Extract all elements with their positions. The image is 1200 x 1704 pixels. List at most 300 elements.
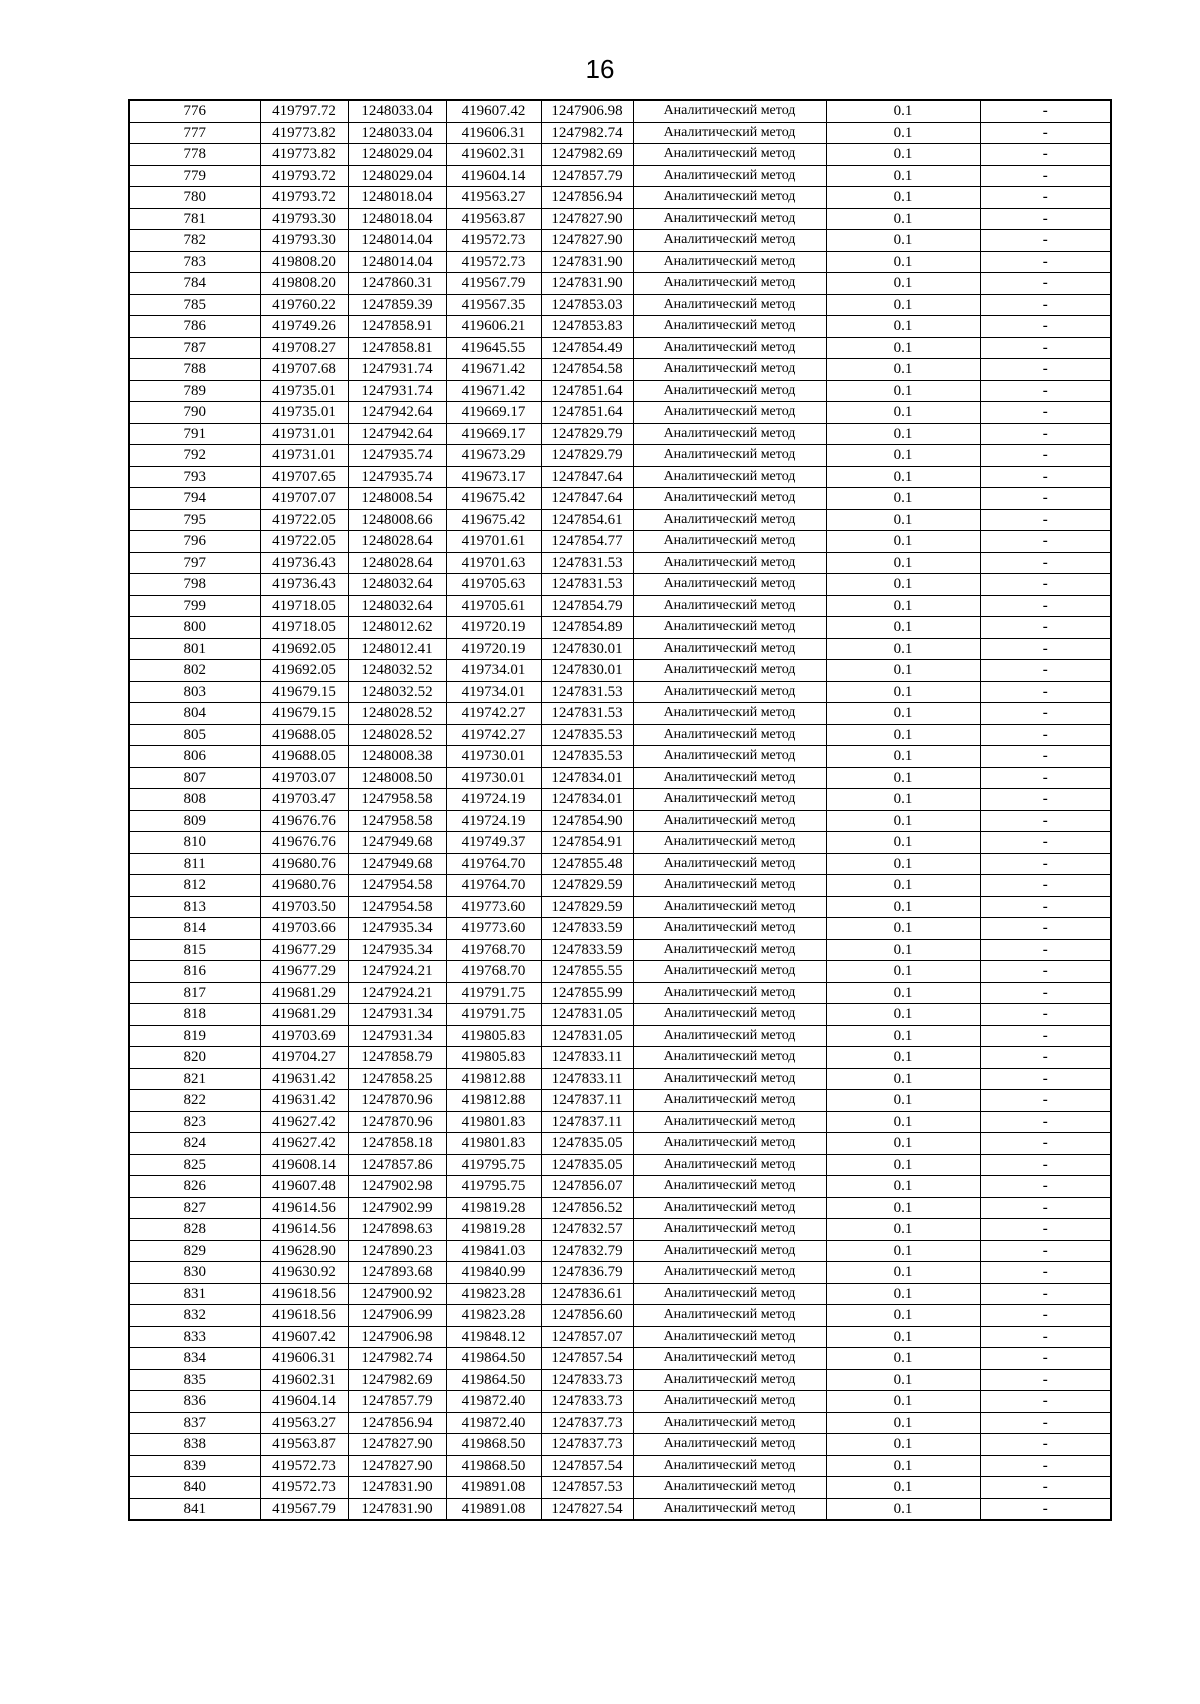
y2-coordinate-cell: 1247831.05 xyxy=(541,1025,633,1047)
y1-coordinate-cell: 1247858.25 xyxy=(348,1068,446,1090)
method-cell: Аналитический метод xyxy=(633,703,826,725)
note-cell: - xyxy=(980,466,1111,488)
x2-coordinate-cell: 419675.42 xyxy=(446,488,541,510)
x2-coordinate-cell: 419673.17 xyxy=(446,466,541,488)
x2-coordinate-cell: 419812.88 xyxy=(446,1090,541,1112)
y2-coordinate-cell: 1247833.11 xyxy=(541,1047,633,1069)
y1-coordinate-cell: 1247954.58 xyxy=(348,896,446,918)
accuracy-cell: 0.1 xyxy=(826,961,980,983)
table-row xyxy=(129,488,1111,510)
x2-coordinate-cell: 419567.79 xyxy=(446,273,541,295)
table-row xyxy=(129,144,1111,166)
point-number-cell: 797 xyxy=(129,552,260,574)
note-cell: - xyxy=(980,509,1111,531)
point-number-cell: 805 xyxy=(129,724,260,746)
y1-coordinate-cell: 1247858.79 xyxy=(348,1047,446,1069)
y2-coordinate-cell: 1247851.64 xyxy=(541,380,633,402)
table-row xyxy=(129,1090,1111,1112)
y1-coordinate-cell: 1247906.98 xyxy=(348,1326,446,1348)
accuracy-cell: 0.1 xyxy=(826,574,980,596)
y1-coordinate-cell: 1248028.64 xyxy=(348,531,446,553)
method-cell: Аналитический метод xyxy=(633,1111,826,1133)
table-row xyxy=(129,1133,1111,1155)
y1-coordinate-cell: 1247942.64 xyxy=(348,423,446,445)
note-cell: - xyxy=(980,1133,1111,1155)
method-cell: Аналитический метод xyxy=(633,1025,826,1047)
x2-coordinate-cell: 419701.63 xyxy=(446,552,541,574)
y2-coordinate-cell: 1247829.79 xyxy=(541,445,633,467)
note-cell: - xyxy=(980,660,1111,682)
note-cell: - xyxy=(980,445,1111,467)
table-row xyxy=(129,1025,1111,1047)
accuracy-cell: 0.1 xyxy=(826,144,980,166)
y2-coordinate-cell: 1247854.61 xyxy=(541,509,633,531)
accuracy-cell: 0.1 xyxy=(826,1154,980,1176)
y2-coordinate-cell: 1247851.64 xyxy=(541,402,633,424)
y1-coordinate-cell: 1248012.62 xyxy=(348,617,446,639)
x1-coordinate-cell: 419628.90 xyxy=(260,1240,348,1262)
accuracy-cell: 0.1 xyxy=(826,681,980,703)
x2-coordinate-cell: 419607.42 xyxy=(446,100,541,122)
note-cell: - xyxy=(980,230,1111,252)
method-cell: Аналитический метод xyxy=(633,1348,826,1370)
point-number-cell: 835 xyxy=(129,1369,260,1391)
method-cell: Аналитический метод xyxy=(633,1090,826,1112)
y1-coordinate-cell: 1247900.92 xyxy=(348,1283,446,1305)
accuracy-cell: 0.1 xyxy=(826,100,980,122)
y2-coordinate-cell: 1247833.59 xyxy=(541,918,633,940)
table-row xyxy=(129,638,1111,660)
accuracy-cell: 0.1 xyxy=(826,1004,980,1026)
x1-coordinate-cell: 419563.87 xyxy=(260,1434,348,1456)
table-row xyxy=(129,810,1111,832)
y2-coordinate-cell: 1247833.11 xyxy=(541,1068,633,1090)
method-cell: Аналитический метод xyxy=(633,918,826,940)
x2-coordinate-cell: 419734.01 xyxy=(446,660,541,682)
point-number-cell: 827 xyxy=(129,1197,260,1219)
method-cell: Аналитический метод xyxy=(633,466,826,488)
note-cell: - xyxy=(980,144,1111,166)
accuracy-cell: 0.1 xyxy=(826,165,980,187)
x1-coordinate-cell: 419736.43 xyxy=(260,552,348,574)
method-cell: Аналитический метод xyxy=(633,1262,826,1284)
x2-coordinate-cell: 419720.19 xyxy=(446,638,541,660)
table-row xyxy=(129,509,1111,531)
table-row xyxy=(129,1434,1111,1456)
point-number-cell: 801 xyxy=(129,638,260,660)
x1-coordinate-cell: 419607.48 xyxy=(260,1176,348,1198)
point-number-cell: 790 xyxy=(129,402,260,424)
x1-coordinate-cell: 419630.92 xyxy=(260,1262,348,1284)
table-row xyxy=(129,1498,1111,1520)
point-number-cell: 798 xyxy=(129,574,260,596)
x1-coordinate-cell: 419631.42 xyxy=(260,1090,348,1112)
accuracy-cell: 0.1 xyxy=(826,445,980,467)
y2-coordinate-cell: 1247857.54 xyxy=(541,1348,633,1370)
point-number-cell: 782 xyxy=(129,230,260,252)
accuracy-cell: 0.1 xyxy=(826,939,980,961)
x1-coordinate-cell: 419793.72 xyxy=(260,187,348,209)
note-cell: - xyxy=(980,703,1111,725)
x1-coordinate-cell: 419736.43 xyxy=(260,574,348,596)
y1-coordinate-cell: 1248014.04 xyxy=(348,230,446,252)
y1-coordinate-cell: 1247924.21 xyxy=(348,961,446,983)
x1-coordinate-cell: 419704.27 xyxy=(260,1047,348,1069)
note-cell: - xyxy=(980,1455,1111,1477)
x2-coordinate-cell: 419805.83 xyxy=(446,1047,541,1069)
x1-coordinate-cell: 419681.29 xyxy=(260,1004,348,1026)
x1-coordinate-cell: 419608.14 xyxy=(260,1154,348,1176)
table-row xyxy=(129,961,1111,983)
x1-coordinate-cell: 419681.29 xyxy=(260,982,348,1004)
accuracy-cell: 0.1 xyxy=(826,767,980,789)
method-cell: Аналитический метод xyxy=(633,1477,826,1499)
y1-coordinate-cell: 1248014.04 xyxy=(348,251,446,273)
x1-coordinate-cell: 419703.69 xyxy=(260,1025,348,1047)
accuracy-cell: 0.1 xyxy=(826,423,980,445)
table-row xyxy=(129,595,1111,617)
x1-coordinate-cell: 419707.65 xyxy=(260,466,348,488)
point-number-cell: 819 xyxy=(129,1025,260,1047)
table-row xyxy=(129,251,1111,273)
x1-coordinate-cell: 419627.42 xyxy=(260,1133,348,1155)
y1-coordinate-cell: 1247831.90 xyxy=(348,1477,446,1499)
point-number-cell: 786 xyxy=(129,316,260,338)
point-number-cell: 812 xyxy=(129,875,260,897)
accuracy-cell: 0.1 xyxy=(826,273,980,295)
note-cell: - xyxy=(980,617,1111,639)
point-number-cell: 779 xyxy=(129,165,260,187)
note-cell: - xyxy=(980,789,1111,811)
y2-coordinate-cell: 1247832.57 xyxy=(541,1219,633,1241)
table-row xyxy=(129,380,1111,402)
x2-coordinate-cell: 419669.17 xyxy=(446,402,541,424)
y2-coordinate-cell: 1247830.01 xyxy=(541,638,633,660)
x2-coordinate-cell: 419673.29 xyxy=(446,445,541,467)
y2-coordinate-cell: 1247836.79 xyxy=(541,1262,633,1284)
x2-coordinate-cell: 419730.01 xyxy=(446,767,541,789)
y2-coordinate-cell: 1247835.53 xyxy=(541,746,633,768)
accuracy-cell: 0.1 xyxy=(826,1090,980,1112)
y1-coordinate-cell: 1247935.34 xyxy=(348,939,446,961)
note-cell: - xyxy=(980,939,1111,961)
note-cell: - xyxy=(980,208,1111,230)
x2-coordinate-cell: 419891.08 xyxy=(446,1477,541,1499)
x1-coordinate-cell: 419680.76 xyxy=(260,853,348,875)
y1-coordinate-cell: 1247924.21 xyxy=(348,982,446,1004)
accuracy-cell: 0.1 xyxy=(826,509,980,531)
y2-coordinate-cell: 1247855.55 xyxy=(541,961,633,983)
x2-coordinate-cell: 419606.21 xyxy=(446,316,541,338)
note-cell: - xyxy=(980,100,1111,122)
x2-coordinate-cell: 419801.83 xyxy=(446,1133,541,1155)
method-cell: Аналитический метод xyxy=(633,961,826,983)
accuracy-cell: 0.1 xyxy=(826,294,980,316)
accuracy-cell: 0.1 xyxy=(826,660,980,682)
x2-coordinate-cell: 419606.31 xyxy=(446,122,541,144)
y2-coordinate-cell: 1247837.11 xyxy=(541,1111,633,1133)
note-cell: - xyxy=(980,122,1111,144)
y2-coordinate-cell: 1247836.61 xyxy=(541,1283,633,1305)
method-cell: Аналитический метод xyxy=(633,1412,826,1434)
table-row xyxy=(129,875,1111,897)
x1-coordinate-cell: 419707.07 xyxy=(260,488,348,510)
x1-coordinate-cell: 419718.05 xyxy=(260,595,348,617)
point-number-cell: 795 xyxy=(129,509,260,531)
y1-coordinate-cell: 1247890.23 xyxy=(348,1240,446,1262)
x1-coordinate-cell: 419703.50 xyxy=(260,896,348,918)
y2-coordinate-cell: 1247857.54 xyxy=(541,1455,633,1477)
point-number-cell: 778 xyxy=(129,144,260,166)
method-cell: Аналитический метод xyxy=(633,1047,826,1069)
note-cell: - xyxy=(980,918,1111,940)
note-cell: - xyxy=(980,1283,1111,1305)
method-cell: Аналитический метод xyxy=(633,509,826,531)
method-cell: Аналитический метод xyxy=(633,208,826,230)
y1-coordinate-cell: 1248028.52 xyxy=(348,724,446,746)
y2-coordinate-cell: 1247853.83 xyxy=(541,316,633,338)
accuracy-cell: 0.1 xyxy=(826,316,980,338)
x2-coordinate-cell: 419812.88 xyxy=(446,1068,541,1090)
y1-coordinate-cell: 1248008.38 xyxy=(348,746,446,768)
accuracy-cell: 0.1 xyxy=(826,1455,980,1477)
x2-coordinate-cell: 419791.75 xyxy=(446,982,541,1004)
y1-coordinate-cell: 1248008.66 xyxy=(348,509,446,531)
y2-coordinate-cell: 1247856.07 xyxy=(541,1176,633,1198)
y2-coordinate-cell: 1247856.60 xyxy=(541,1305,633,1327)
method-cell: Аналитический метод xyxy=(633,359,826,381)
accuracy-cell: 0.1 xyxy=(826,1283,980,1305)
accuracy-cell: 0.1 xyxy=(826,724,980,746)
point-number-cell: 836 xyxy=(129,1391,260,1413)
x1-coordinate-cell: 419703.47 xyxy=(260,789,348,811)
note-cell: - xyxy=(980,552,1111,574)
x2-coordinate-cell: 419669.17 xyxy=(446,423,541,445)
y1-coordinate-cell: 1247856.94 xyxy=(348,1412,446,1434)
note-cell: - xyxy=(980,724,1111,746)
table-row xyxy=(129,552,1111,574)
point-number-cell: 815 xyxy=(129,939,260,961)
point-number-cell: 807 xyxy=(129,767,260,789)
point-number-cell: 820 xyxy=(129,1047,260,1069)
x2-coordinate-cell: 419795.75 xyxy=(446,1154,541,1176)
accuracy-cell: 0.1 xyxy=(826,832,980,854)
method-cell: Аналитический метод xyxy=(633,423,826,445)
method-cell: Аналитический метод xyxy=(633,1305,826,1327)
y2-coordinate-cell: 1247906.98 xyxy=(541,100,633,122)
x2-coordinate-cell: 419891.08 xyxy=(446,1498,541,1520)
note-cell: - xyxy=(980,380,1111,402)
method-cell: Аналитический метод xyxy=(633,660,826,682)
accuracy-cell: 0.1 xyxy=(826,1197,980,1219)
point-number-cell: 796 xyxy=(129,531,260,553)
x2-coordinate-cell: 419768.70 xyxy=(446,961,541,983)
table-row xyxy=(129,1283,1111,1305)
y1-coordinate-cell: 1247935.74 xyxy=(348,466,446,488)
x1-coordinate-cell: 419604.14 xyxy=(260,1391,348,1413)
y1-coordinate-cell: 1247859.39 xyxy=(348,294,446,316)
y1-coordinate-cell: 1248033.04 xyxy=(348,100,446,122)
note-cell: - xyxy=(980,1176,1111,1198)
table-row xyxy=(129,423,1111,445)
table-row xyxy=(129,617,1111,639)
y1-coordinate-cell: 1248028.52 xyxy=(348,703,446,725)
x2-coordinate-cell: 419749.37 xyxy=(446,832,541,854)
method-cell: Аналитический метод xyxy=(633,595,826,617)
point-number-cell: 828 xyxy=(129,1219,260,1241)
table-row xyxy=(129,208,1111,230)
y2-coordinate-cell: 1247831.53 xyxy=(541,681,633,703)
point-number-cell: 832 xyxy=(129,1305,260,1327)
point-number-cell: 823 xyxy=(129,1111,260,1133)
y1-coordinate-cell: 1247935.74 xyxy=(348,445,446,467)
y1-coordinate-cell: 1247858.81 xyxy=(348,337,446,359)
x2-coordinate-cell: 419764.70 xyxy=(446,875,541,897)
table-row xyxy=(129,230,1111,252)
accuracy-cell: 0.1 xyxy=(826,337,980,359)
x1-coordinate-cell: 419703.07 xyxy=(260,767,348,789)
x1-coordinate-cell: 419708.27 xyxy=(260,337,348,359)
point-number-cell: 838 xyxy=(129,1434,260,1456)
note-cell: - xyxy=(980,1477,1111,1499)
x2-coordinate-cell: 419724.19 xyxy=(446,789,541,811)
table-row xyxy=(129,1219,1111,1241)
table-row xyxy=(129,1004,1111,1026)
point-number-cell: 789 xyxy=(129,380,260,402)
note-cell: - xyxy=(980,1025,1111,1047)
x2-coordinate-cell: 419848.12 xyxy=(446,1326,541,1348)
y1-coordinate-cell: 1247931.34 xyxy=(348,1004,446,1026)
table-row xyxy=(129,724,1111,746)
x1-coordinate-cell: 419677.29 xyxy=(260,961,348,983)
x2-coordinate-cell: 419671.42 xyxy=(446,359,541,381)
method-cell: Аналитический метод xyxy=(633,337,826,359)
note-cell: - xyxy=(980,767,1111,789)
y1-coordinate-cell: 1247931.74 xyxy=(348,380,446,402)
x1-coordinate-cell: 419731.01 xyxy=(260,445,348,467)
note-cell: - xyxy=(980,896,1111,918)
y1-coordinate-cell: 1247857.79 xyxy=(348,1391,446,1413)
y2-coordinate-cell: 1247831.90 xyxy=(541,251,633,273)
point-number-cell: 841 xyxy=(129,1498,260,1520)
note-cell: - xyxy=(980,1434,1111,1456)
accuracy-cell: 0.1 xyxy=(826,982,980,1004)
point-number-cell: 824 xyxy=(129,1133,260,1155)
x2-coordinate-cell: 419742.27 xyxy=(446,703,541,725)
note-cell: - xyxy=(980,1068,1111,1090)
x2-coordinate-cell: 419563.87 xyxy=(446,208,541,230)
x1-coordinate-cell: 419692.05 xyxy=(260,638,348,660)
point-number-cell: 776 xyxy=(129,100,260,122)
x1-coordinate-cell: 419614.56 xyxy=(260,1219,348,1241)
x2-coordinate-cell: 419801.83 xyxy=(446,1111,541,1133)
point-number-cell: 811 xyxy=(129,853,260,875)
y1-coordinate-cell: 1247860.31 xyxy=(348,273,446,295)
accuracy-cell: 0.1 xyxy=(826,1348,980,1370)
x2-coordinate-cell: 419730.01 xyxy=(446,746,541,768)
table-row xyxy=(129,187,1111,209)
x1-coordinate-cell: 419567.79 xyxy=(260,1498,348,1520)
x2-coordinate-cell: 419724.19 xyxy=(446,810,541,832)
y1-coordinate-cell: 1247942.64 xyxy=(348,402,446,424)
point-number-cell: 793 xyxy=(129,466,260,488)
point-number-cell: 822 xyxy=(129,1090,260,1112)
x1-coordinate-cell: 419797.72 xyxy=(260,100,348,122)
point-number-cell: 803 xyxy=(129,681,260,703)
y2-coordinate-cell: 1247834.01 xyxy=(541,789,633,811)
table-body xyxy=(129,100,1111,1520)
x2-coordinate-cell: 419872.40 xyxy=(446,1412,541,1434)
table-row xyxy=(129,359,1111,381)
note-cell: - xyxy=(980,1111,1111,1133)
table-row xyxy=(129,165,1111,187)
note-cell: - xyxy=(980,853,1111,875)
method-cell: Аналитический метод xyxy=(633,1176,826,1198)
x2-coordinate-cell: 419734.01 xyxy=(446,681,541,703)
method-cell: Аналитический метод xyxy=(633,380,826,402)
x1-coordinate-cell: 419563.27 xyxy=(260,1412,348,1434)
y2-coordinate-cell: 1247857.07 xyxy=(541,1326,633,1348)
y1-coordinate-cell: 1247958.58 xyxy=(348,810,446,832)
note-cell: - xyxy=(980,531,1111,553)
y2-coordinate-cell: 1247835.53 xyxy=(541,724,633,746)
method-cell: Аналитический метод xyxy=(633,1369,826,1391)
y2-coordinate-cell: 1247854.79 xyxy=(541,595,633,617)
x2-coordinate-cell: 419675.42 xyxy=(446,509,541,531)
accuracy-cell: 0.1 xyxy=(826,1262,980,1284)
y2-coordinate-cell: 1247854.90 xyxy=(541,810,633,832)
note-cell: - xyxy=(980,961,1111,983)
x2-coordinate-cell: 419840.99 xyxy=(446,1262,541,1284)
y1-coordinate-cell: 1247954.58 xyxy=(348,875,446,897)
note-cell: - xyxy=(980,1090,1111,1112)
x2-coordinate-cell: 419671.42 xyxy=(446,380,541,402)
table-row xyxy=(129,1369,1111,1391)
accuracy-cell: 0.1 xyxy=(826,552,980,574)
y1-coordinate-cell: 1248018.04 xyxy=(348,187,446,209)
method-cell: Аналитический метод xyxy=(633,230,826,252)
table-row xyxy=(129,316,1111,338)
x2-coordinate-cell: 419645.55 xyxy=(446,337,541,359)
x2-coordinate-cell: 419773.60 xyxy=(446,918,541,940)
table-row xyxy=(129,853,1111,875)
accuracy-cell: 0.1 xyxy=(826,402,980,424)
point-number-cell: 802 xyxy=(129,660,260,682)
y1-coordinate-cell: 1248032.52 xyxy=(348,681,446,703)
note-cell: - xyxy=(980,1498,1111,1520)
table-row xyxy=(129,100,1111,122)
x2-coordinate-cell: 419819.28 xyxy=(446,1197,541,1219)
accuracy-cell: 0.1 xyxy=(826,595,980,617)
table-row xyxy=(129,746,1111,768)
note-cell: - xyxy=(980,1391,1111,1413)
y2-coordinate-cell: 1247837.73 xyxy=(541,1434,633,1456)
x2-coordinate-cell: 419563.27 xyxy=(446,187,541,209)
method-cell: Аналитический метод xyxy=(633,832,826,854)
table-row xyxy=(129,982,1111,1004)
y1-coordinate-cell: 1248032.64 xyxy=(348,574,446,596)
y1-coordinate-cell: 1248029.04 xyxy=(348,144,446,166)
table-row xyxy=(129,896,1111,918)
x2-coordinate-cell: 419823.28 xyxy=(446,1283,541,1305)
x2-coordinate-cell: 419705.63 xyxy=(446,574,541,596)
y1-coordinate-cell: 1247831.90 xyxy=(348,1498,446,1520)
table-row xyxy=(129,294,1111,316)
method-cell: Аналитический метод xyxy=(633,789,826,811)
x1-coordinate-cell: 419735.01 xyxy=(260,380,348,402)
y1-coordinate-cell: 1247931.34 xyxy=(348,1025,446,1047)
method-cell: Аналитический метод xyxy=(633,724,826,746)
